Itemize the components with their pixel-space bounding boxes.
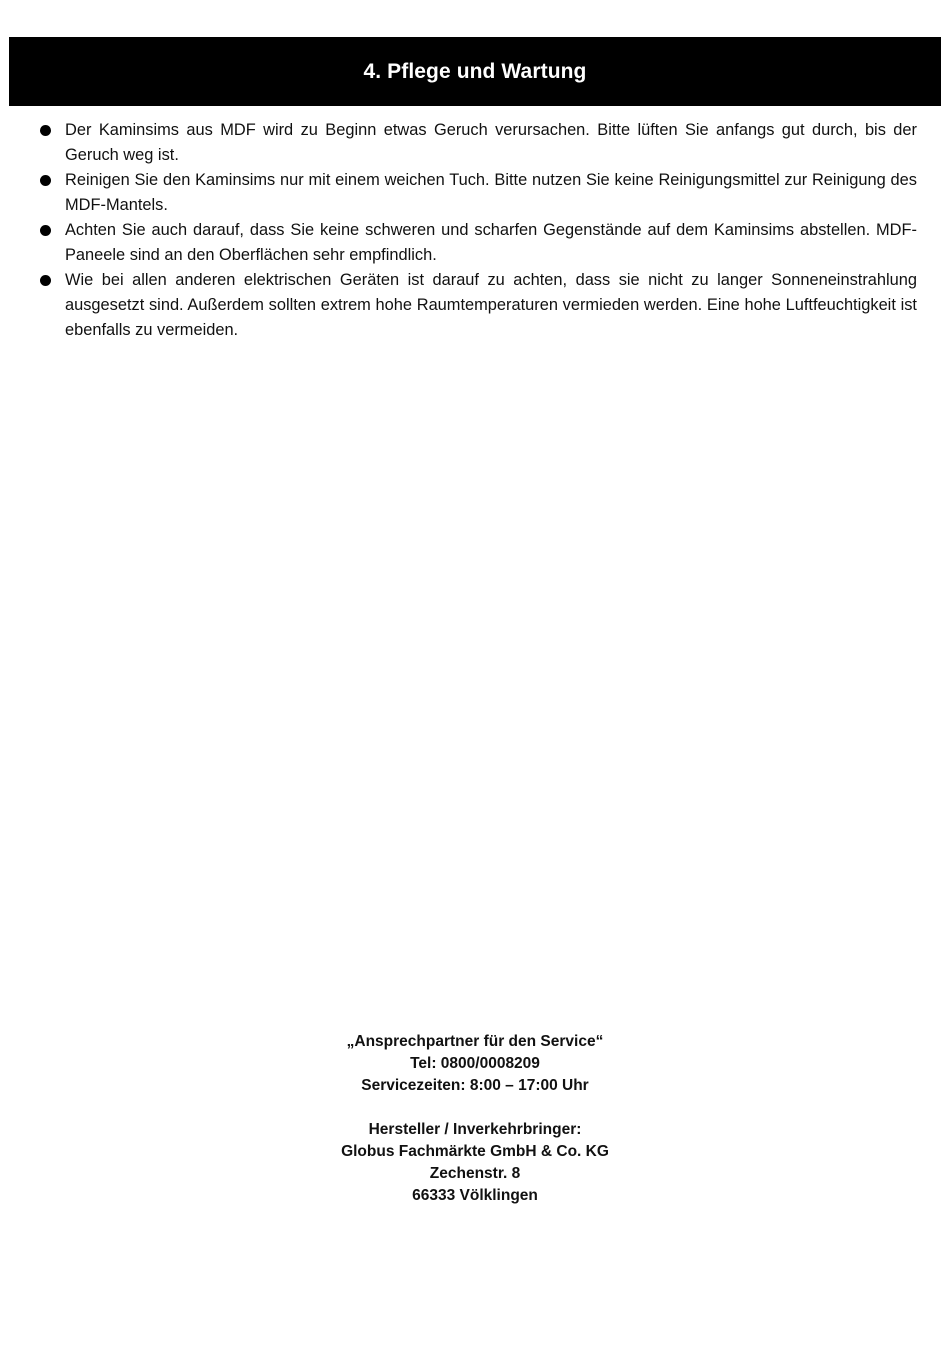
bullet-icon: [40, 225, 51, 236]
manufacturer-company: Globus Fachmärkte GmbH & Co. KG: [341, 1143, 609, 1160]
service-hours: Servicezeiten: 8:00 – 17:00 Uhr: [361, 1077, 589, 1094]
list-item-text: Der Kaminsims aus MDF wird zu Beginn etwas Geruch verursachen. Bitte lüften Sie anfangs gut durch, bis der Geruch weg ist.: [65, 121, 917, 164]
service-spacer: [0, 1097, 950, 1119]
care-instructions-list: [34, 118, 917, 343]
list-item: [34, 268, 917, 343]
list-item: [34, 218, 917, 268]
bullet-icon: [40, 125, 51, 136]
manufacturer-city: 66333 Völklingen: [412, 1187, 538, 1204]
list-item-text: Reinigen Sie den Kaminsims nur mit einem weichen Tuch. Bitte nutzen Sie keine Reinigungsmittel zur Reinigung des MDF-Mantels.: [65, 171, 917, 214]
list-item-text: Wie bei allen anderen elektrischen Geräten ist darauf zu achten, dass sie nicht zu langer Sonneneinstrahlung ausgesetzt sind. Außerdem sollten extrem hohe Raumtemperaturen vermieden werden. Eine hohe Luftfeuchtigkeit ist ebenfalls zu vermeiden.: [65, 271, 917, 339]
service-contact-heading: „Ansprechpartner für den Service“: [346, 1033, 604, 1050]
service-contact-block: [0, 1031, 950, 1207]
service-phone: Tel: 0800/0008209: [410, 1055, 540, 1072]
section-header-bar: [9, 37, 941, 106]
bullet-icon: [40, 175, 51, 186]
bullet-icon: [40, 275, 51, 286]
section-title: 4. Pflege und Wartung: [363, 59, 587, 83]
list-item: [34, 168, 917, 218]
list-item: [34, 118, 917, 168]
manufacturer-label: Hersteller / Inverkehrbringer:: [368, 1121, 582, 1138]
manufacturer-street: Zechenstr. 8: [429, 1165, 521, 1182]
list-item-text: Achten Sie auch darauf, dass Sie keine schweren und scharfen Gegenstände auf dem Kaminsims abstellen. MDF-Paneele sind an den Oberflächen sehr empfindlich.: [65, 221, 917, 264]
